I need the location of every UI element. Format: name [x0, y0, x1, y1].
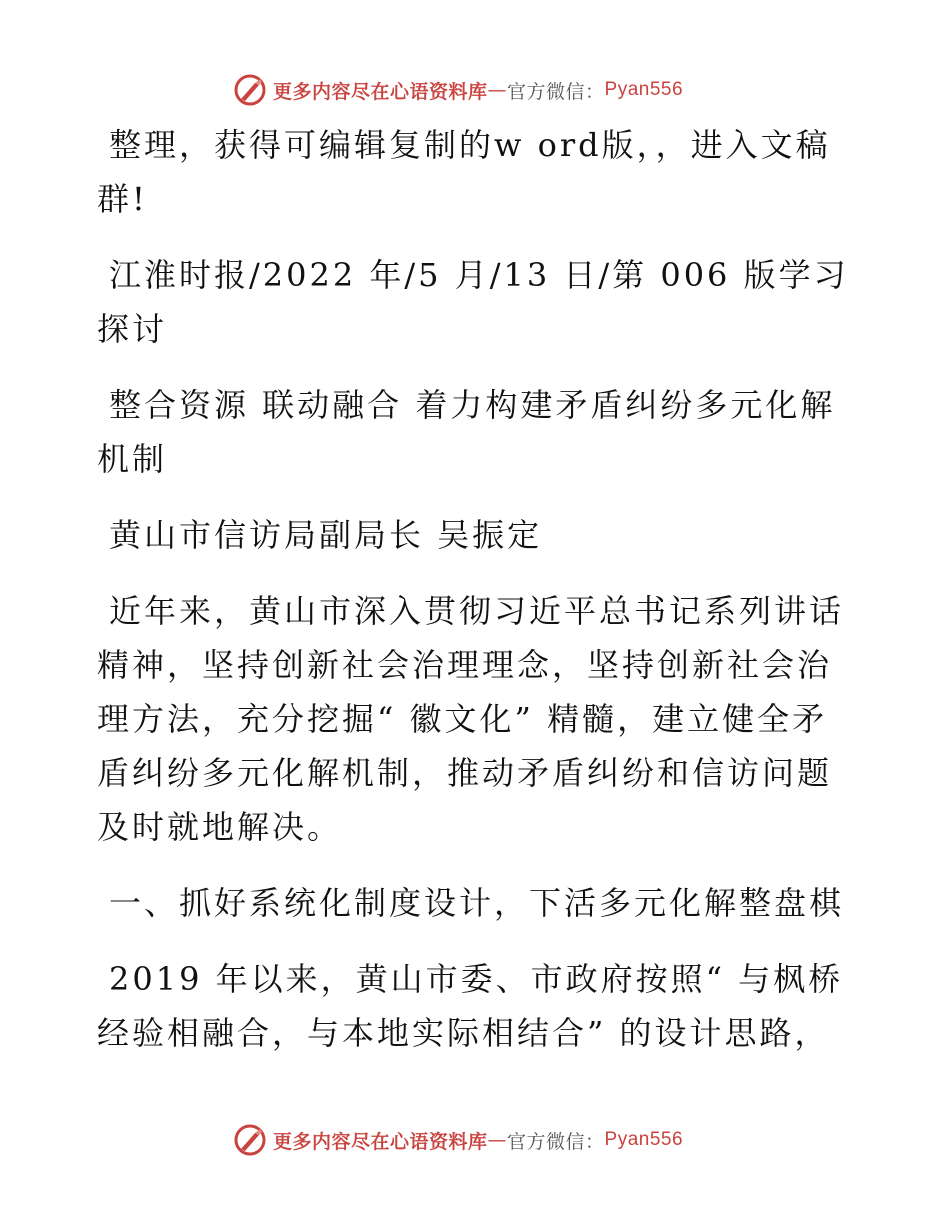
watermark-header [233, 72, 733, 108]
watermark-dash: — [487, 79, 508, 101]
pen-logo-icon [233, 1123, 267, 1157]
watermark-sub-text: 官方微信： [507, 80, 605, 103]
watermark-main-text: 更多内容尽在心语资料库 [273, 80, 488, 103]
intro-paragraph: 整理，获得可编辑复制的w ord版，，进入文稿群! [97, 126, 831, 218]
watermark-dash: — [487, 1129, 508, 1151]
body-paragraph: 近年来，黄山市深入贯彻习近平总书记系列讲话精神，坚持创新社会治理理念，坚持创新社会治理方法，充分挖掘“ 徽文化” 精髓，建立健全矛盾纠纷多元化解机制，推动矛盾纠纷和信访问题及时就地解决。 [97, 592, 845, 846]
watermark-main-text: 更多内容尽在心语资料库 [273, 1130, 488, 1153]
section-heading: 一、抓好系统化制度设计，下活多元化解整盘棋 [109, 884, 845, 922]
watermark-wechat-id: Pyan556 [604, 79, 684, 100]
watermark-wechat-id: Pyan556 [604, 1129, 684, 1150]
pen-logo-icon [233, 73, 267, 107]
watermark-footer [233, 1122, 733, 1158]
body-paragraph: 2019 年以来，黄山市委、市政府按照“ 与枫桥经验相融合，与本地实际相结合” 的设计思路， [97, 960, 844, 1052]
author-line: 黄山市信访局副局长 吴振定 [109, 516, 543, 554]
source-line: 江淮时报/2022 年/5 月/13 日/第 006 版学习探讨 [97, 256, 849, 348]
article-title: 整合资源 联动融合 着力构建矛盾纠纷多元化解机制 [97, 386, 836, 478]
document-body [97, 118, 857, 1082]
watermark-sub-text: 官方微信： [507, 1130, 605, 1153]
